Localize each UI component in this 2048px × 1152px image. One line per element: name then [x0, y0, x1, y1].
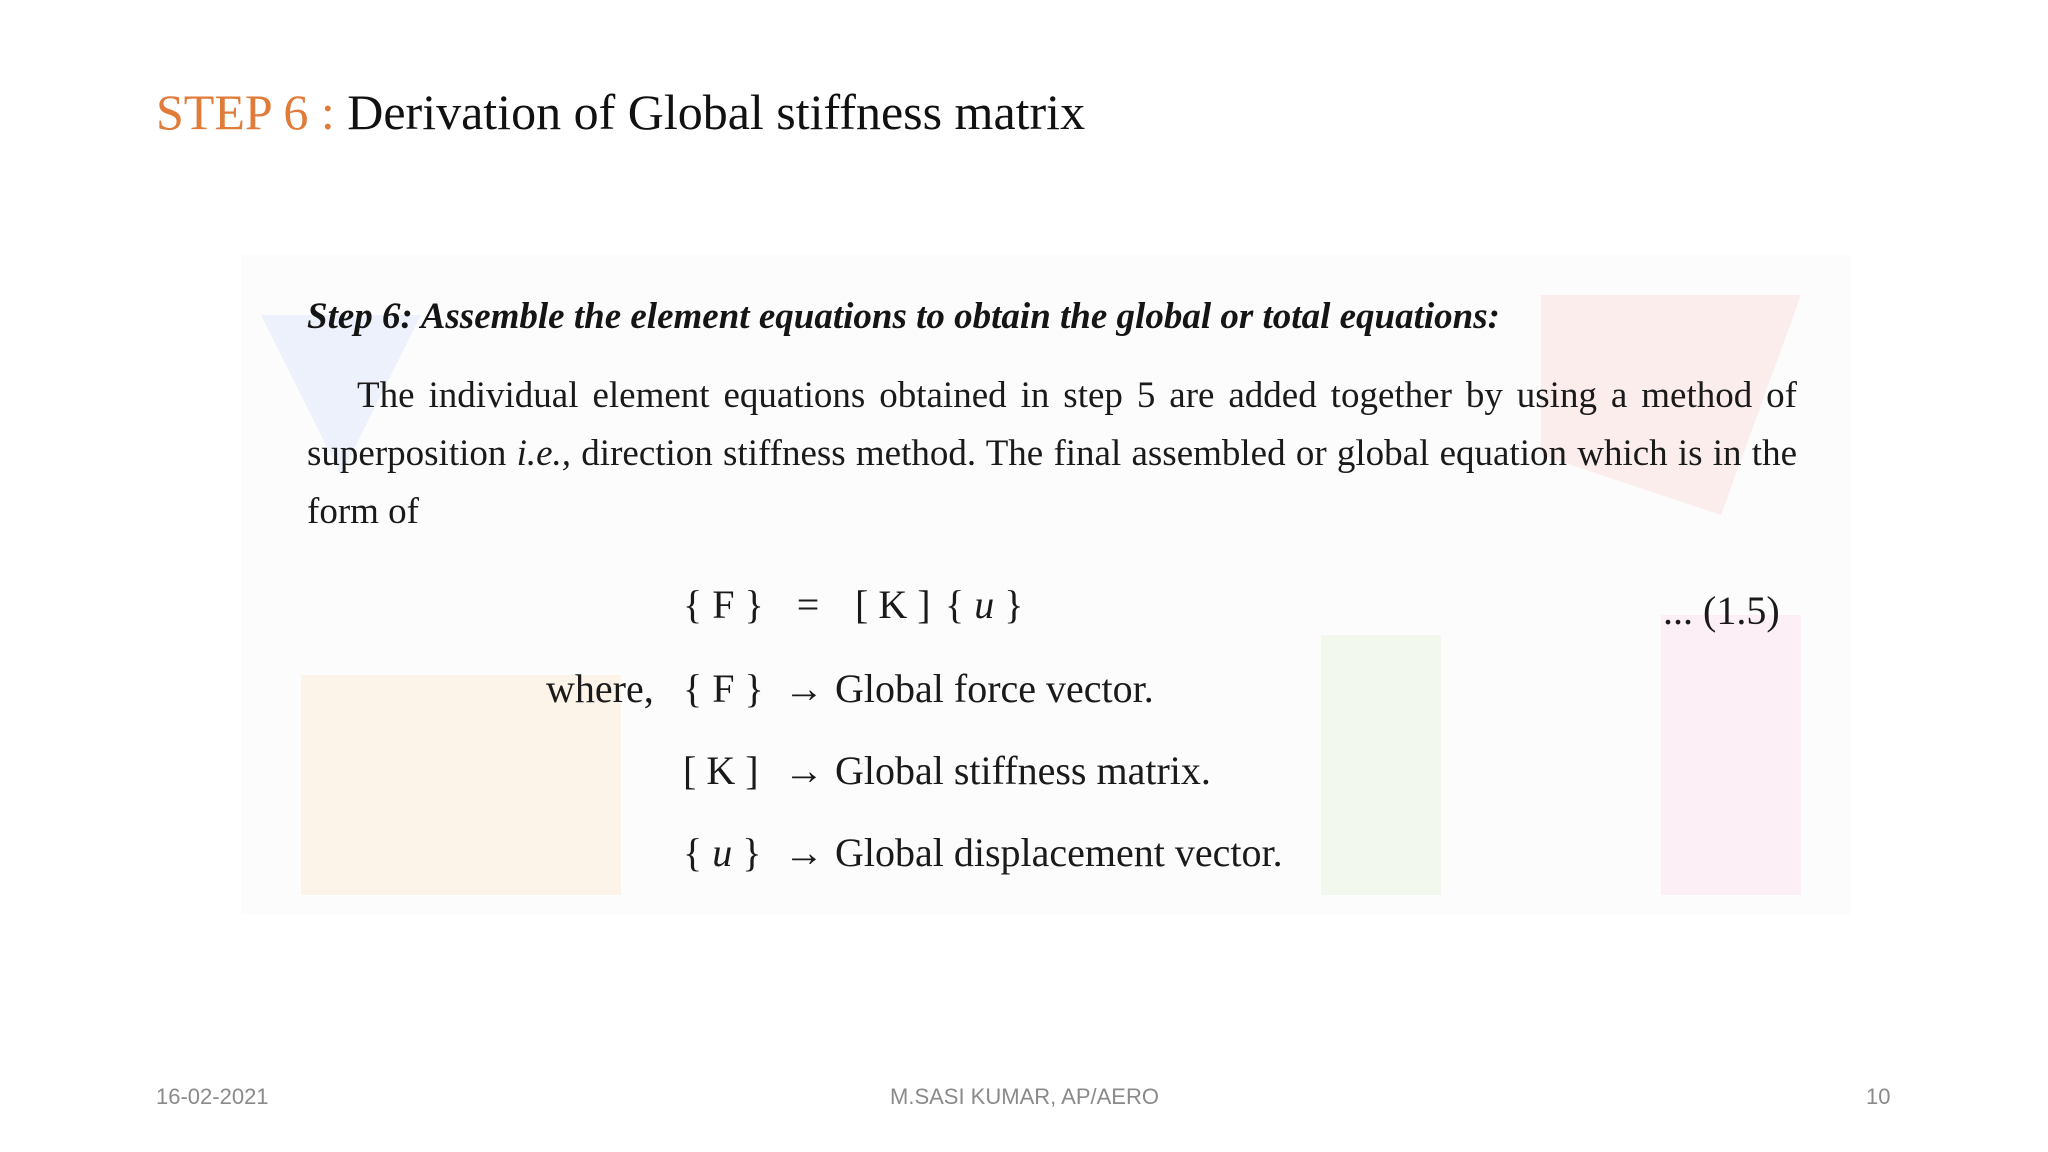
- definition-text: Global stiffness matrix.: [835, 748, 1211, 793]
- definition-text: Global force vector.: [835, 666, 1154, 711]
- definition-symbol: { F }: [683, 666, 764, 711]
- equation-equals: =: [796, 582, 820, 627]
- watermark-logo: [241, 255, 1850, 915]
- definition-symbol: { u }: [683, 830, 762, 875]
- paragraph-text-2: direction stiffness method. The final assembled or global equation which is in the form of: [307, 433, 1797, 532]
- arrow-icon: →: [784, 666, 824, 711]
- equation-lhs: { F }: [683, 582, 764, 627]
- equation-number: ... (1.5): [1663, 588, 1780, 633]
- global-equation: [683, 581, 1023, 628]
- equation-u: { u }: [945, 582, 1024, 627]
- slide-title-text: Derivation of Global stiffness matrix: [334, 84, 1086, 140]
- slide-title-prefix: STEP 6 :: [156, 84, 335, 140]
- definition-text: Global displacement vector.: [835, 830, 1283, 875]
- arrow-icon: →: [784, 748, 824, 793]
- definition-symbol: [ K ]: [683, 748, 759, 793]
- arrow-icon: →: [784, 830, 824, 875]
- footer-author: M.SASI KUMAR, AP/AERO: [890, 1084, 1159, 1109]
- description-paragraph: [307, 367, 1797, 541]
- scanned-textbook-excerpt: [241, 255, 1850, 915]
- paragraph-ie: i.e.,: [516, 433, 572, 474]
- slide-title: [156, 80, 1085, 144]
- where-label: where,: [546, 666, 654, 711]
- footer-page-number: 10: [1866, 1084, 1891, 1109]
- paragraph-text-1: The individual element equations obtained in step 5 are added together by using a method of superposition: [307, 375, 1797, 474]
- equation-k: [ K ]: [855, 582, 931, 627]
- footer-date: 16-02-2021: [156, 1084, 269, 1109]
- step-heading: Step 6: Assemble the element equations to obtain the global or total equations:: [307, 296, 1500, 337]
